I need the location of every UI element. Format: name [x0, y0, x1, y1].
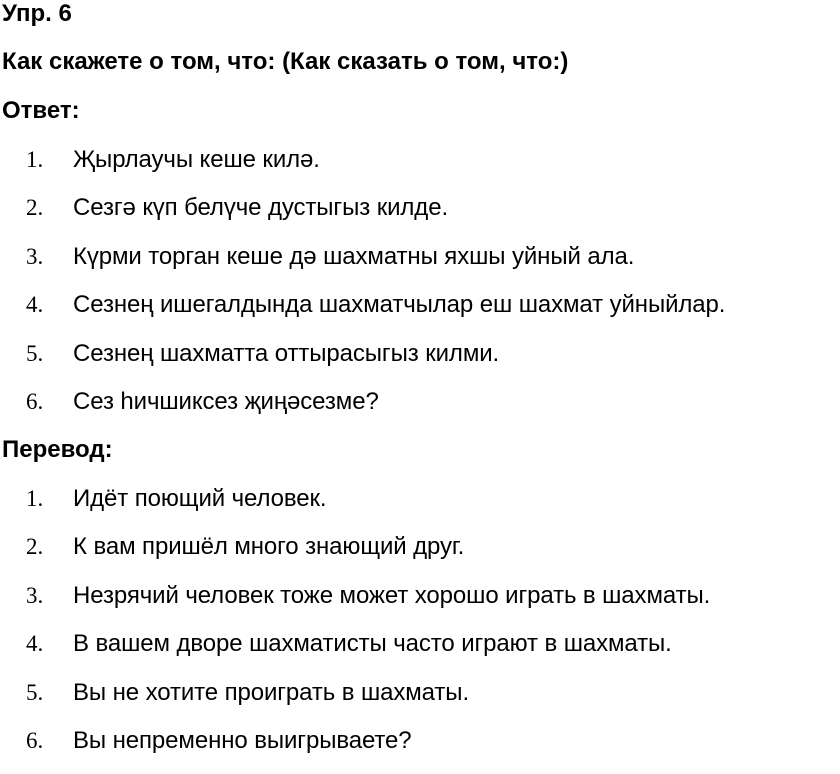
exercise-instruction: Как скажете о том, что: (Как сказать о том, что:): [2, 48, 569, 75]
answer-heading: Ответ:: [2, 97, 80, 124]
translation-item-text: Незрячий человек тоже может хорошо играть в шахматы.: [73, 581, 711, 609]
answer-item-text: Сезнең ишегалдында шахматчылар еш шахмат уйныйлар.: [73, 291, 726, 319]
answer-item-number: 5.: [26, 340, 44, 366]
translation-item-number: 1.: [26, 486, 44, 511]
answer-item-number: 2.: [26, 195, 44, 221]
answer-item-text: Сезнең шахматта оттырасыгыз килми.: [73, 339, 500, 367]
answer-item-number: 6.: [26, 388, 44, 414]
translation-item-number: 3.: [26, 582, 44, 608]
exercise-title: Упр. 6: [2, 0, 72, 27]
translation-item-number: 6.: [26, 727, 44, 753]
translation-item-number: 5.: [26, 679, 44, 705]
translation-item-text: В вашем дворе шахматисты часто играют в шахматы.: [73, 630, 672, 658]
answer-item-text: Күрми торган кеше дә шахматны яхшы уйный ала.: [73, 242, 635, 270]
translation-item-text: Вы непременно выигрываете?: [73, 726, 412, 754]
translation-item-number: 2.: [26, 534, 44, 560]
translation-item-text: К вам пришёл много знающий друг.: [73, 533, 465, 561]
translation-item-text: Идёт поющий человек.: [73, 485, 327, 512]
answer-item-number: 3.: [26, 243, 44, 269]
answer-item-number: 1.: [26, 147, 44, 172]
answer-item-text: Җырлаучы кеше килә.: [73, 146, 320, 173]
translation-item-number: 4.: [26, 631, 44, 657]
answer-item-text: Сез һичшиксез җиңәсезме?: [73, 387, 379, 415]
translation-item-text: Вы не хотите проиграть в шахматы.: [73, 678, 470, 706]
answer-item-number: 4.: [26, 292, 44, 318]
translation-heading: Перевод:: [2, 436, 113, 463]
answer-item-text: Сезгә күп белүче дустыгыз килде.: [73, 194, 449, 222]
